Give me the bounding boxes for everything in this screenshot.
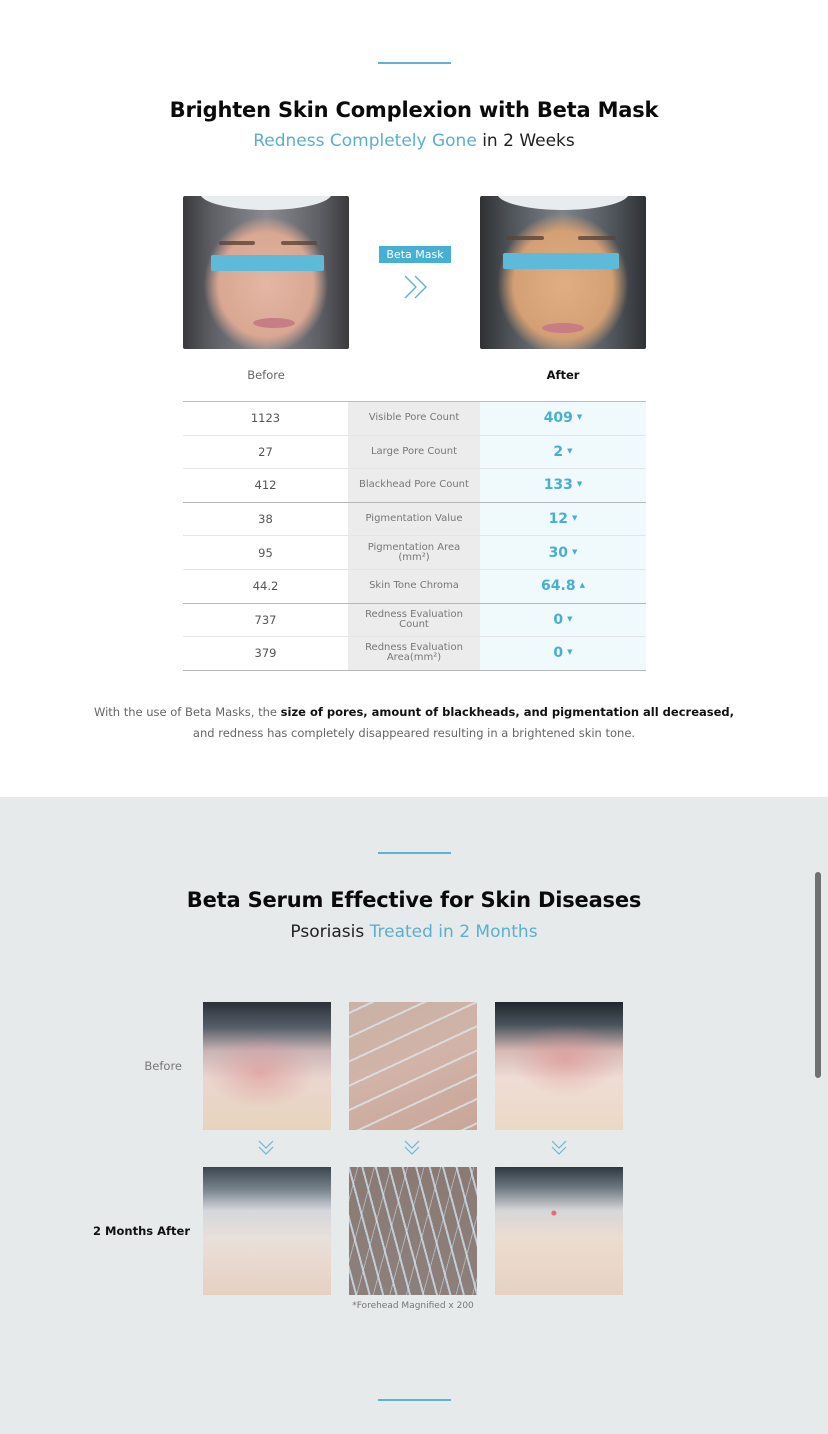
metric-name: Redness Evaluation Area(mm²) — [348, 637, 480, 670]
eye-privacy-bar — [503, 253, 619, 269]
table-row — [183, 604, 646, 638]
scrollbar-thumb[interactable] — [815, 872, 821, 1078]
before-value: 737 — [183, 604, 348, 637]
after-number: 64.8 — [541, 578, 576, 595]
table-row — [183, 536, 646, 570]
before-value: 95 — [183, 536, 348, 569]
trend-down-icon: ▼ — [567, 614, 573, 623]
psoriasis-before-photo-magnified — [349, 1002, 477, 1130]
before-label: Before — [247, 368, 285, 382]
after-value — [480, 604, 646, 637]
section-divider-accent — [378, 1399, 451, 1401]
before-value: 44.2 — [183, 570, 348, 603]
after-value — [480, 469, 646, 502]
trend-down-icon: ▼ — [567, 648, 573, 657]
table-row — [183, 570, 646, 604]
trend-down-icon: ▼ — [576, 413, 583, 422]
metric-name: Pigmentation Value — [348, 503, 480, 536]
beta-mask-tag: Beta Mask — [379, 246, 451, 263]
before-face-photo — [183, 196, 349, 349]
eye-privacy-bar — [211, 255, 324, 271]
skin-metrics-table — [183, 401, 646, 671]
section-divider-accent — [378, 852, 451, 854]
before-value: 412 — [183, 469, 348, 502]
after-value — [480, 637, 646, 670]
metric-name: Redness Evaluation Count — [348, 604, 480, 637]
metric-name: Skin Tone Chroma — [348, 570, 480, 603]
subtitle-highlight: Redness Completely Gone — [253, 131, 477, 151]
subtitle-highlight: Treated in 2 Months — [369, 922, 538, 942]
before-value: 27 — [183, 436, 348, 469]
beta-mask-summary — [0, 702, 828, 744]
double-chevron-down-icon — [257, 1139, 275, 1157]
after-value — [480, 503, 646, 536]
double-chevron-down-icon — [403, 1139, 421, 1157]
beta-mask-title: Brighten Skin Complexion with Beta Mask — [169, 98, 659, 122]
before-value: 1123 — [183, 402, 348, 435]
psoriasis-before-photo-2 — [495, 1002, 623, 1130]
subtitle-rest: Psoriasis — [290, 922, 370, 942]
after-number: 409 — [543, 410, 573, 427]
trend-down-icon: ▼ — [567, 446, 573, 455]
psoriasis-after-photo-magnified — [349, 1167, 477, 1295]
trend-up-icon: ▲ — [579, 581, 585, 590]
after-number: 12 — [548, 511, 569, 528]
after-number: 0 — [553, 645, 564, 662]
beta-mask-subtitle — [0, 131, 828, 151]
after-value — [480, 402, 646, 435]
after-number: 0 — [553, 611, 564, 628]
after-number: 133 — [543, 477, 573, 494]
trend-down-icon: ▼ — [572, 514, 578, 523]
after-number: 2 — [553, 443, 564, 460]
magnification-footnote: *Forehead Magnified x 200 — [352, 1301, 474, 1311]
double-chevron-right-icon — [402, 273, 430, 301]
metric-name: Visible Pore Count — [348, 402, 480, 435]
section-divider-accent — [378, 62, 451, 64]
before-value: 38 — [183, 503, 348, 536]
summary-text: With the use of Beta Masks, the — [93, 705, 281, 719]
metric-name: Blackhead Pore Count — [348, 469, 480, 502]
psoriasis-before-label: Before — [144, 1059, 182, 1073]
table-row — [183, 436, 646, 470]
after-value — [480, 536, 646, 569]
double-chevron-down-icon — [550, 1139, 568, 1157]
beta-serum-title: Beta Serum Effective for Skin Diseases — [186, 888, 642, 912]
table-row — [183, 402, 646, 436]
table-row — [183, 637, 646, 671]
trend-down-icon: ▼ — [572, 547, 578, 556]
after-value — [480, 436, 646, 469]
summary-bold-text: size of pores, amount of blackheads, and pigmentation all decreased, — [280, 705, 735, 719]
after-value — [480, 570, 646, 603]
summary-text-line2: and redness has completely disappeared resulting in a brightened skin tone. — [192, 726, 636, 740]
metric-name: Large Pore Count — [348, 436, 480, 469]
after-number: 30 — [548, 544, 569, 561]
psoriasis-before-photo-1 — [203, 1002, 331, 1130]
psoriasis-after-photo-1 — [203, 1167, 331, 1295]
beta-serum-subtitle — [0, 922, 828, 942]
psoriasis-after-label: 2 Months After — [93, 1224, 190, 1238]
after-face-photo — [480, 196, 646, 349]
after-label: After — [546, 368, 580, 382]
psoriasis-after-photo-2 — [495, 1167, 623, 1295]
table-row — [183, 503, 646, 537]
metric-name: Pigmentation Area (mm²) — [348, 536, 480, 569]
before-value: 379 — [183, 637, 348, 670]
trend-down-icon: ▼ — [576, 480, 583, 489]
table-row — [183, 469, 646, 503]
subtitle-rest: in 2 Weeks — [476, 131, 575, 151]
